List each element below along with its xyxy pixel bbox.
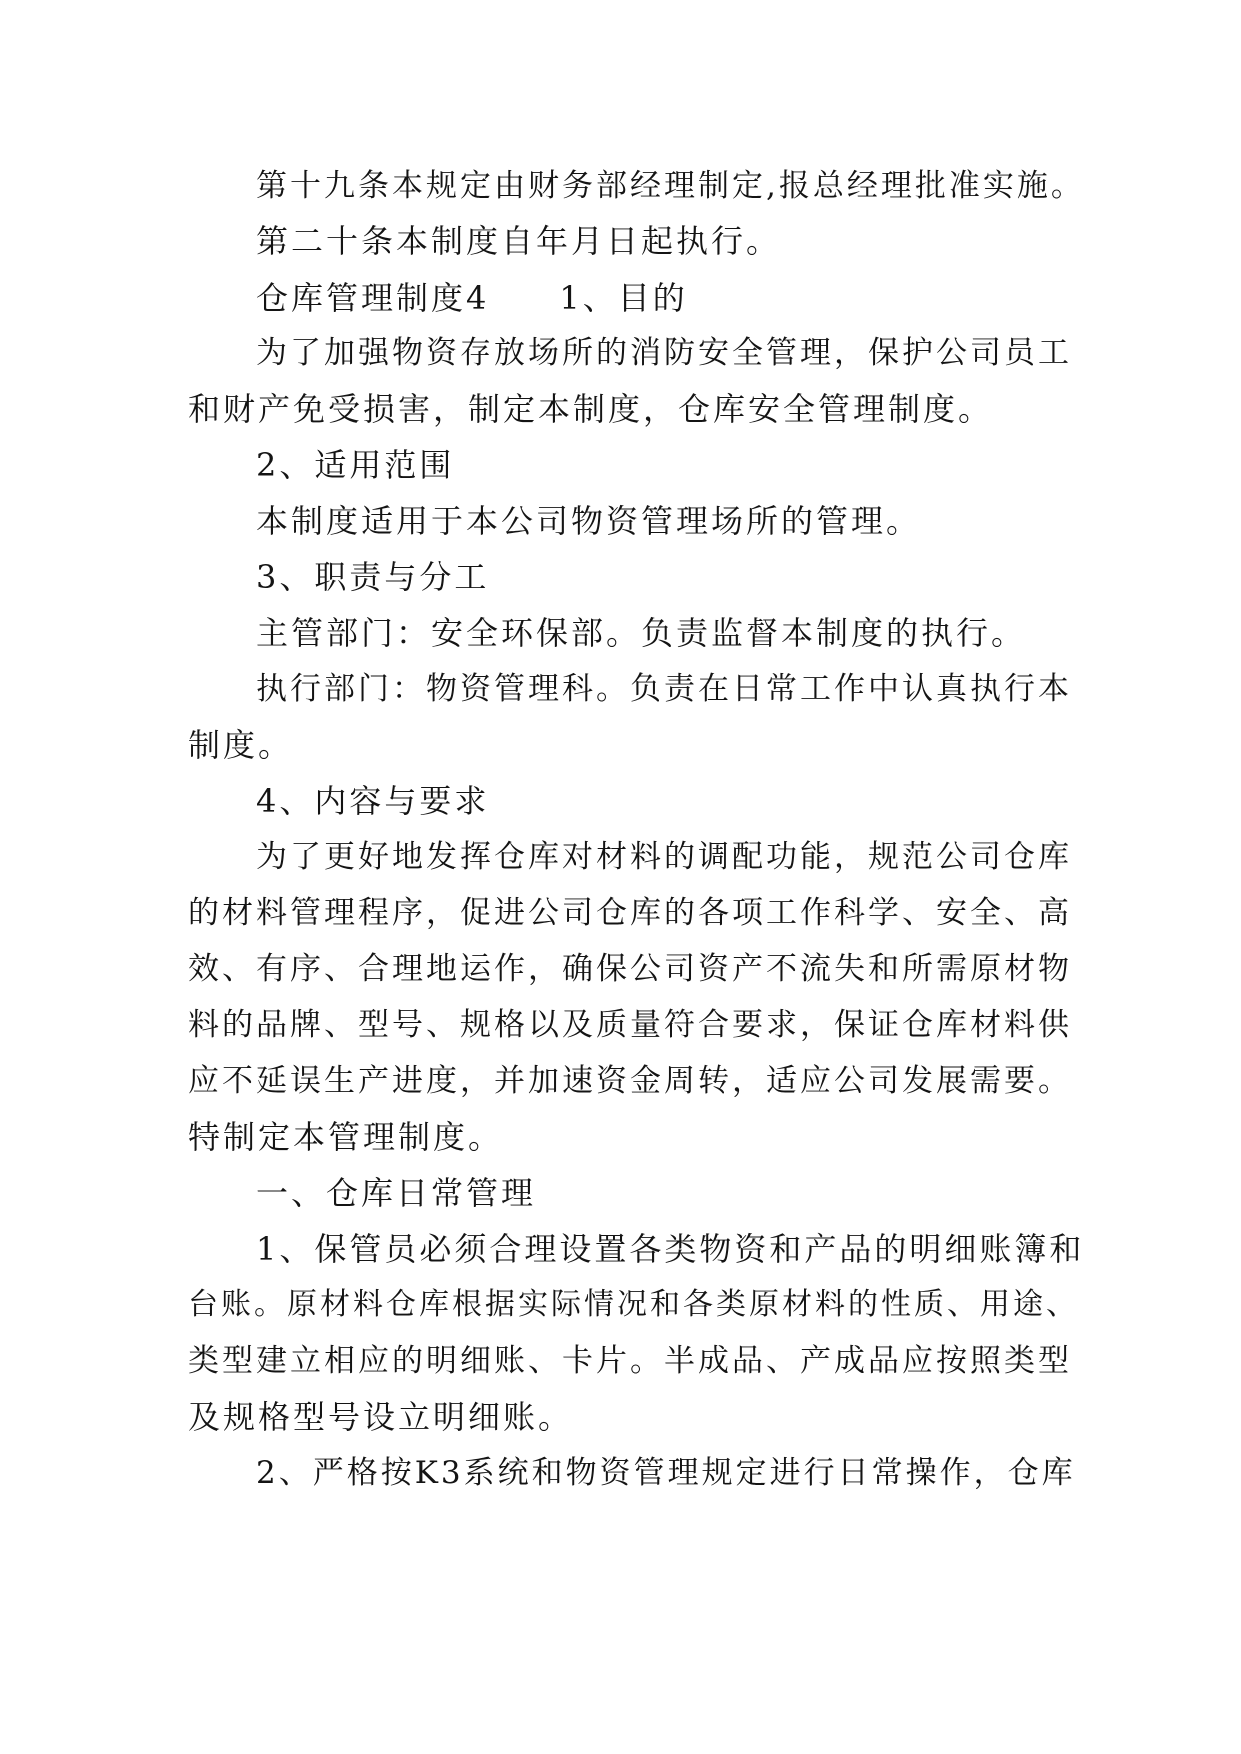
text-line: 的材料管理程序，促进公司仓库的各项工作科学、安全、高 [188, 895, 1072, 931]
text-line: 及规格型号设立明细账。 [188, 1398, 574, 1436]
text-line: 特制定本管理制度。 [188, 1118, 504, 1156]
text-line: 第十九条本规定由财务部经理制定,报总经理批准实施。 [256, 168, 1085, 204]
text-line: 台账。原材料仓库根据实际情况和各类原材料的性质、用途、 [188, 1287, 1079, 1322]
section-heading: 4、内容与要求 [256, 782, 490, 820]
text-line: 1、保管员必须合理设置各类物资和产品的明细账簿和 [256, 1230, 1085, 1268]
text-line: 主管部门：安全环保部。负责监督本制度的执行。 [256, 614, 1027, 652]
text-line: 料的品牌、型号、规格以及质量符合要求，保证仓库材料供 [188, 1007, 1072, 1043]
section-heading: 一、仓库日常管理 [256, 1174, 537, 1212]
section-title: 仓库管理制度4 1、目的 [256, 279, 688, 317]
text-line: 制度。 [188, 726, 294, 764]
text-line: 本制度适用于本公司物资管理场所的管理。 [256, 502, 922, 540]
text-line: 类型建立相应的明细账、卡片。半成品、产成品应按照类型 [188, 1343, 1072, 1379]
section-heading: 2、适用范围 [256, 446, 455, 484]
text-line: 应不延误生产进度，并加速资金周转，适应公司发展需要。 [188, 1063, 1072, 1099]
text-line: 为了加强物资存放场所的消防安全管理，保护公司员工 [256, 335, 1072, 371]
text-line: 效、有序、合理地运作，确保公司资产不流失和所需原材物 [188, 951, 1072, 987]
text-line: 第二十条本制度自年月日起执行。 [256, 222, 782, 260]
text-line: 为了更好地发挥仓库对材料的调配功能，规范公司仓库 [256, 839, 1072, 875]
text-line: 2、严格按K3系统和物资管理规定进行日常操作，仓库 [256, 1455, 1076, 1491]
section-heading: 3、职责与分工 [256, 558, 490, 596]
text-line: 和财产免受损害，制定本制度，仓库安全管理制度。 [188, 390, 994, 428]
text-line: 执行部门：物资管理科。负责在日常工作中认真执行本 [256, 671, 1072, 707]
